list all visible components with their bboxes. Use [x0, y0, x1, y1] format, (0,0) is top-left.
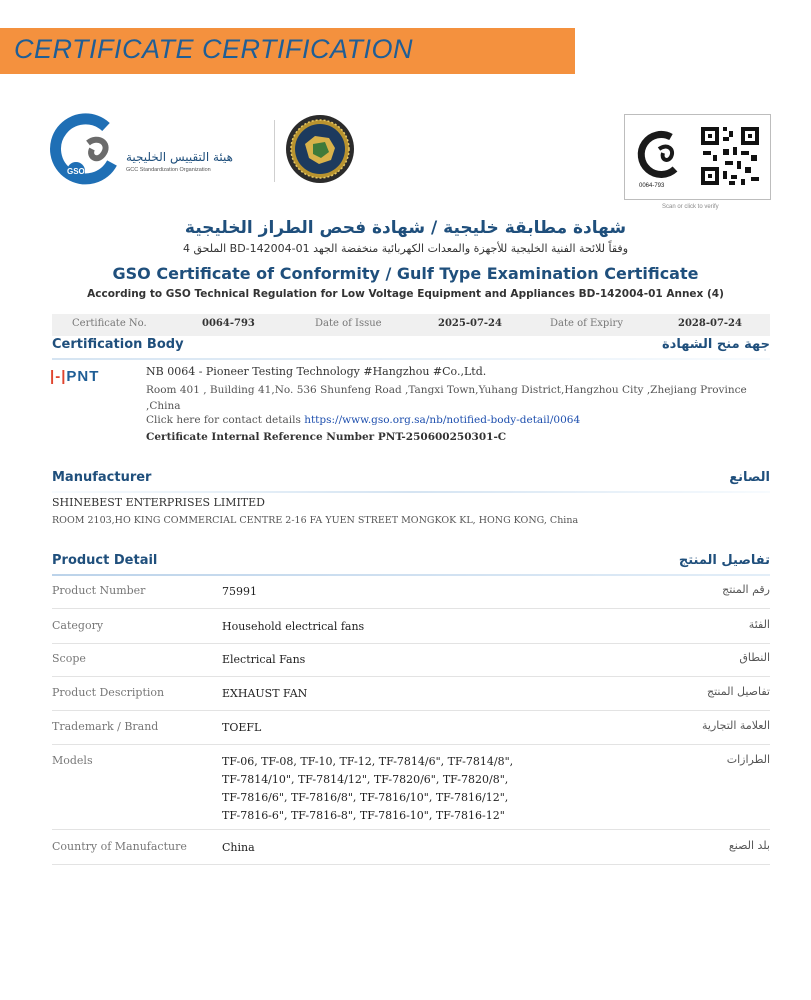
product-label-arabic: العلامة التجارية — [701, 719, 770, 732]
product-label: Product Description — [52, 686, 165, 699]
product-label-arabic: الفئة — [748, 618, 770, 631]
product-label: Category — [52, 619, 104, 632]
product-detail-title-arabic: تفاصيل المنتج — [678, 553, 770, 568]
subtitle-arabic: وفقاً للائحة الفنية الخليجية للأجهزة والمعدات الكهربائية منخفضة الجهد BD-142004-01 الملحق 4 — [182, 242, 629, 255]
product-models-list — [222, 753, 513, 825]
certification-body-title-arabic: جهة منح الشهادة — [662, 337, 770, 352]
product-label-arabic: النطاق — [739, 651, 770, 664]
product-value: Electrical Fans — [222, 653, 306, 666]
certification-body-address: Room 401 , Building 41,No. 536 Shunfeng Road ,Tangxi Town,Yuhang District,Hangzhou City ,Zhejiang Province ,China — [146, 384, 747, 412]
product-label-arabic: الطرازات — [726, 753, 770, 766]
product-row-brand — [52, 714, 770, 745]
product-value: TOEFL — [222, 721, 262, 734]
issue-date-label: Date of Issue — [315, 318, 382, 329]
contact-details-link[interactable]: https://www.gso.org.sa/nb/notified-body-detail/0064 — [304, 414, 581, 426]
product-row-models — [52, 748, 770, 830]
product-label-arabic: رقم المنتج — [722, 583, 770, 596]
header-banner — [0, 28, 575, 74]
certificate-no-label: Certificate No. — [72, 318, 147, 329]
expiry-date-value: 2028-07-24 — [678, 318, 742, 329]
title-english: GSO Certificate of Conformity / Gulf Type Examination Certificate — [112, 264, 699, 283]
product-label: Trademark / Brand — [52, 720, 159, 733]
product-row-description — [52, 680, 770, 711]
model-line: TF-7816-6", TF-7816-8", TF-7816-10", TF-7816-12" — [222, 809, 505, 822]
product-label: Product Number — [52, 584, 146, 597]
section-divider — [52, 358, 770, 360]
product-value: EXHAUST FAN — [222, 687, 308, 700]
gso-name-arabic: هيئة التقييس الخليجية — [126, 150, 233, 164]
model-line: TF-7816/6", TF-7816/8", TF-7816/10", TF-7816/12", — [222, 791, 509, 804]
product-label-arabic: بلد الصنع — [728, 839, 770, 852]
model-line: TF-06, TF-08, TF-10, TF-12, TF-7814/6", TF-7814/8", — [222, 755, 514, 768]
certificate-no-value: 0064-793 — [202, 318, 255, 329]
product-row-scope — [52, 646, 770, 677]
qr-code-number: 0064-793 — [639, 183, 665, 189]
certification-body-name: NB 0064 - Pioneer Testing Technology #Hangzhou #Co.,Ltd. — [146, 365, 487, 378]
subtitle-english: According to GSO Technical Regulation for Low Voltage Equipment and Appliances BD-142004-01 Annex (4) — [87, 288, 724, 300]
manufacturer-address: ROOM 2103,HO KING COMMERCIAL CENTRE 2-16 FA YUEN STREET MONGKOK KL, HONG KONG, China — [52, 515, 579, 526]
contact-details-text: Click here for contact details — [146, 414, 301, 426]
product-value: China — [222, 841, 255, 854]
manufacturer-title: Manufacturer — [52, 470, 152, 485]
gso-name-english: GCC Standardization Organization — [126, 167, 211, 173]
gso-logo — [48, 113, 270, 185]
product-value: Household electrical fans — [222, 620, 365, 633]
gso-mark-icon — [635, 129, 685, 181]
product-row-number — [52, 578, 770, 609]
banner-title: CERTIFICATE CERTIFICATION — [14, 34, 414, 64]
model-line: TF-7814/10", TF-7814/12", TF-7820/6", TF-7820/8", — [222, 773, 509, 786]
verification-qr-box[interactable] — [624, 114, 771, 200]
product-label-arabic: تفاصيل المنتج — [707, 685, 770, 698]
manufacturer-title-arabic: الصانع — [729, 470, 770, 485]
gso-logo-text: GSO — [67, 167, 85, 176]
product-row-country — [52, 834, 770, 865]
contact-details — [146, 414, 580, 426]
product-label: Models — [52, 754, 93, 767]
qr-code-icon[interactable] — [699, 125, 761, 187]
product-value: 75991 — [222, 585, 257, 598]
certificate-info-bar — [52, 314, 770, 336]
internal-reference-number: Certificate Internal Reference Number PNT-250600250301-C — [146, 431, 507, 443]
pnt-logo: |-|PNT — [50, 368, 100, 385]
product-detail-title: Product Detail — [52, 553, 158, 568]
section-divider — [52, 491, 770, 493]
title-arabic: شهادة مطابقة خليجية / شهادة فحص الطراز الخليجية — [184, 218, 627, 238]
issue-date-value: 2025-07-24 — [438, 318, 502, 329]
gcc-emblem-icon — [285, 114, 355, 184]
scan-verify-caption: Scan or click to verify — [662, 204, 719, 210]
product-label: Scope — [52, 652, 86, 665]
section-divider — [52, 574, 770, 576]
certification-body-title: Certification Body — [52, 337, 184, 352]
gso-emblem-icon — [48, 113, 128, 185]
product-row-category — [52, 613, 770, 644]
expiry-date-label: Date of Expiry — [550, 318, 623, 329]
logo-divider — [274, 120, 275, 182]
manufacturer-name: SHINEBEST ENTERPRISES LIMITED — [52, 496, 265, 509]
product-label: Country of Manufacture — [52, 840, 187, 853]
pnt-logo-text: PNT — [66, 368, 100, 385]
